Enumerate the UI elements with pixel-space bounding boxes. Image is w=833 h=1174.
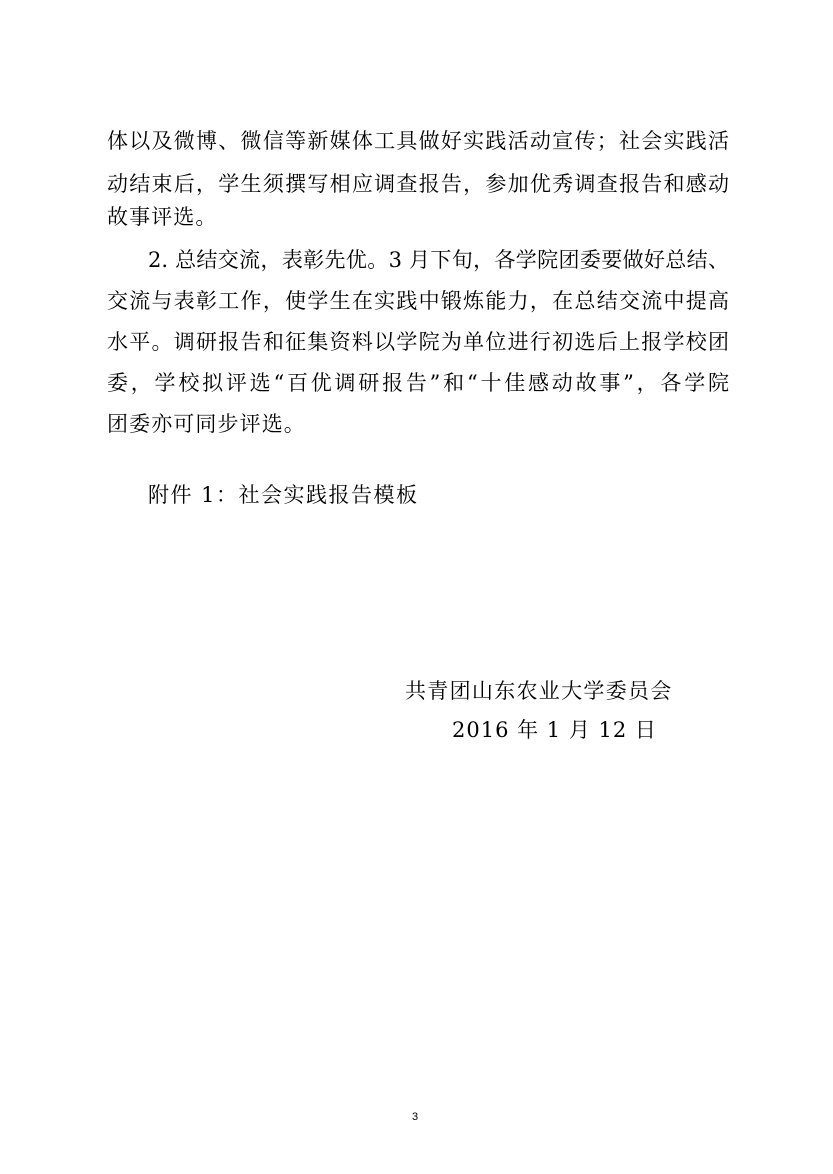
paragraph-line: 交流与表彰工作，使学生在实践中锻炼能力，在总结交流中提高 [107, 289, 729, 313]
signature-date: 2016 年 1 月 12 日 [452, 718, 657, 742]
paragraph-line: 故事评选。 [107, 205, 218, 229]
paragraph-line: 团委亦可同步评选。 [107, 412, 306, 436]
paragraph-line: 委，学校拟评选“百优调研报告”和“十佳感动故事”，各学院 [107, 371, 729, 395]
attachment-note: 附件 1：社会实践报告模板 [148, 483, 419, 507]
page-number: 3 [412, 1111, 419, 1123]
paragraph-line: 水平。调研报告和征集资料以学院为单位进行初选后上报学校团 [107, 330, 729, 354]
paragraph-line: 动结束后，学生须撰写相应调查报告，参加优秀调查报告和感动 [107, 172, 729, 196]
signer-organization: 共青团山东农业大学委员会 [405, 679, 673, 703]
section-heading-line: 2. 总结交流，表彰先优。3 月下旬，各学院团委要做好总结、 [148, 248, 729, 272]
paragraph-line: 体以及微博、微信等新媒体工具做好实践活动宣传；社会实践活 [107, 129, 729, 153]
